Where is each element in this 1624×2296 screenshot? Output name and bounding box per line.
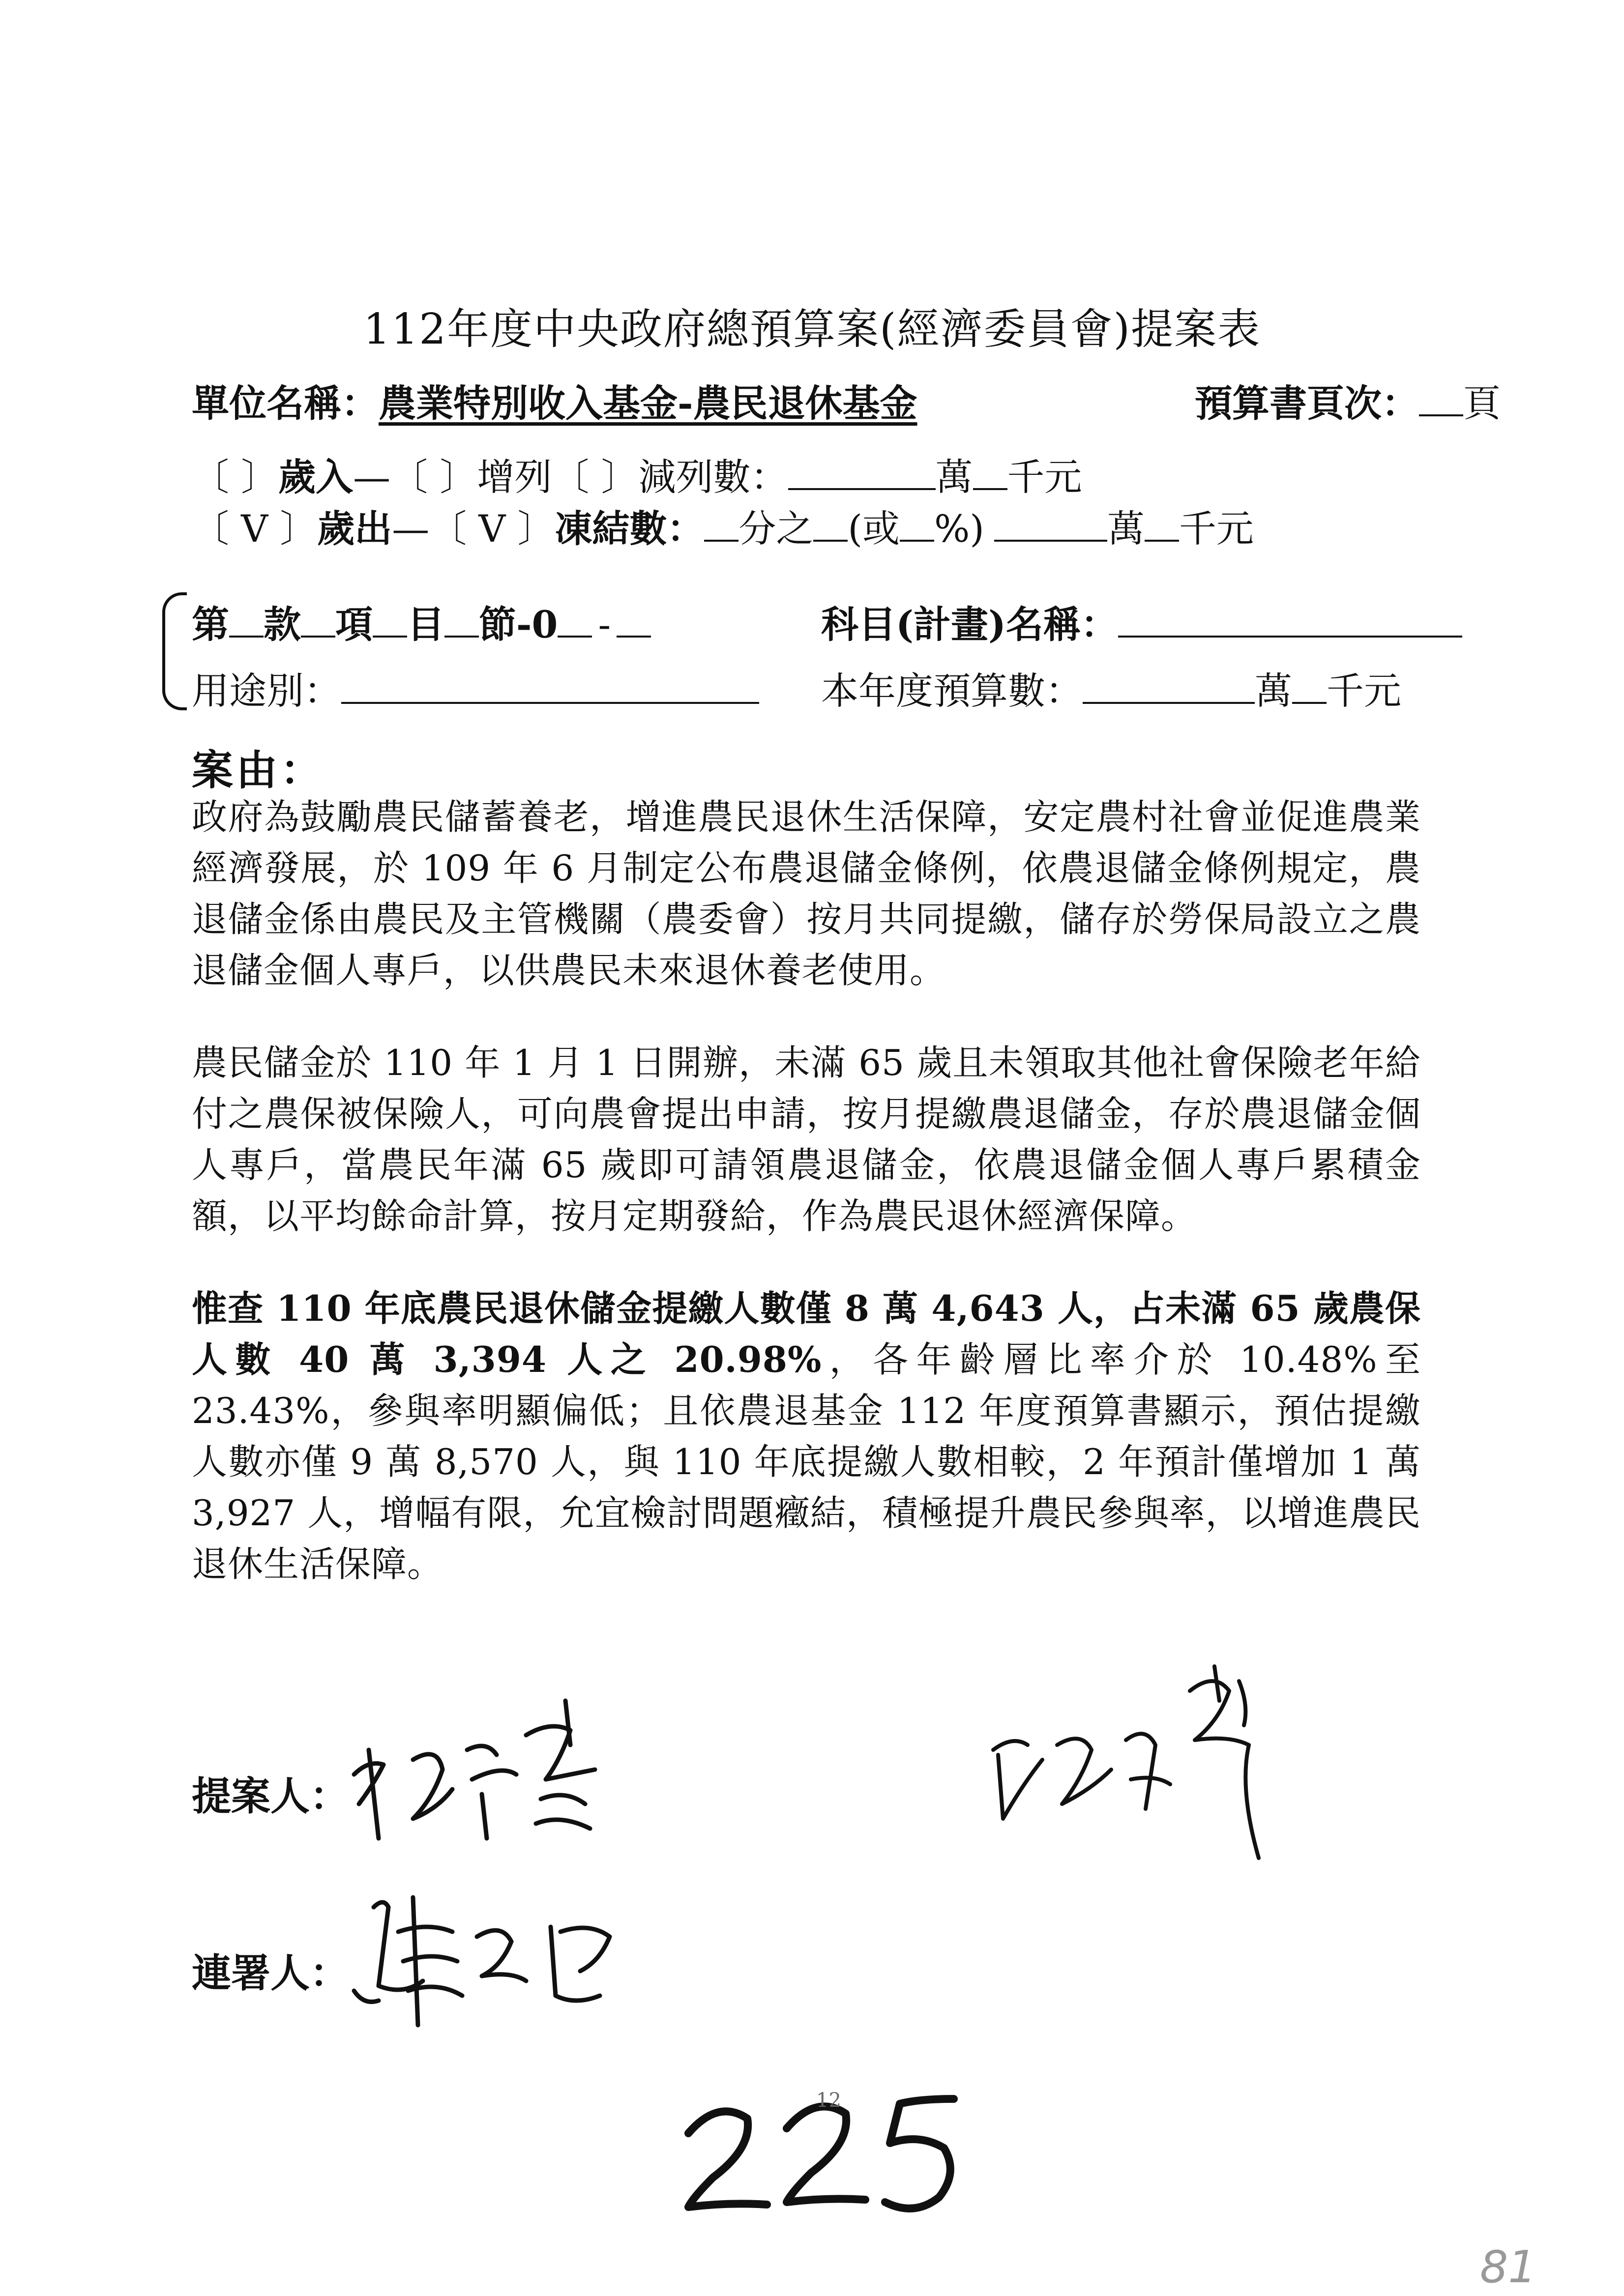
unit-label: 單位名稱： [192,381,379,425]
unit-name-row [192,374,917,427]
reason-heading: 案由： [192,746,325,794]
freeze-huo: (或 [848,507,900,551]
expense-qian-blank [1145,504,1179,542]
paragraph-3-bold: 惟查 110 年底農民退休儲金提繳人數僅 8 萬 4,643 人，占未滿 65 歲農保人數 40 萬 3,394 人之 20.98% [192,1287,1421,1380]
budget-amount-blank [1083,667,1255,704]
expense-qian: 千元 [1179,507,1254,551]
revenue-line [192,447,1082,501]
jie-sub2-blank [617,600,651,638]
paragraph-3 [192,1283,1421,1590]
page-ref-row [1195,374,1501,427]
section-line [192,595,651,648]
xiang-blank [301,600,335,638]
document-title: 112年度中央政府總預算案(經濟委員會)提案表 [363,305,1261,354]
budget-qian-blank [1292,667,1327,704]
revenue-qian: 千元 [1007,455,1082,499]
printed-page-number: 12 [816,2089,841,2112]
revenue-text: —〔 〕增列〔 〕減列數： [353,455,788,499]
freeze-pct-blank [900,504,934,542]
section-di: 第 [192,603,229,646]
revenue-label: 歲入 [278,455,354,499]
usage-blank [341,667,759,704]
budget-line [821,661,1401,715]
proposer-signature [339,1691,615,1868]
usage-line [192,661,759,715]
kuan-blank [229,600,264,638]
section-kuan: 款 [264,603,301,646]
freeze-denominator-blank [704,504,738,542]
page-ref-blank [1419,379,1463,416]
revenue-qian-blank [973,453,1007,490]
page-ref-suffix: 頁 [1463,381,1501,425]
freeze-label: 凍結數： [555,507,705,551]
paragraph-1: 政府為鼓勵農民儲蓄養老，增進農民退休生活保障，安定農村社會並促進農業經濟發展，於 109 年 6 月制定公布農退儲金條例，依農退儲金條例規定，農退儲金係由農民及主管機關（農委會）按月共同提繳，儲存於勞保局設立之農退儲金個人專戶，以供農民未來退休養老使用。 [192,796,1421,991]
freeze-amount-blank [994,504,1107,542]
jie-sub-blank [558,600,592,638]
section-mu: 目 [407,603,444,646]
revenue-checkbox: 〔 〕 [192,455,279,499]
budget-label: 本年度預算數： [821,669,1083,713]
cosigner-label: 連署人： [192,1950,349,1996]
usage-label: 用途別： [192,669,341,713]
handwritten-page-number [674,2079,978,2229]
expense-line [192,499,1254,552]
subject-label: 科目(計畫)名稱： [821,603,1118,646]
section-jie: 節-0 [479,603,558,646]
section-dash: - [598,603,611,646]
page-ref-label: 預算書頁次： [1195,381,1419,425]
unit-name: 農業特別收入基金-農民退休基金 [379,381,917,425]
revenue-wan: 萬 [935,455,973,499]
handwritten-page-text [978,2079,979,2080]
section-xiang: 項 [335,603,373,646]
jie-blank [444,600,479,638]
expense-checkbox: 〔 V 〕 [192,507,318,551]
budget-qian: 千元 [1327,669,1401,713]
cosigner-signature [344,1878,639,2035]
corner-mark: 81 [1480,2241,1536,2293]
paragraph-2: 農民儲金於 110 年 1 月 1 日開辦，未滿 65 歲且未領取其他社會保險老年給付之農保被保險人，可向農會提出申請，按月提繳農退儲金，存於農退儲金個人專戶，當農民年滿 65 歲即可請領農退儲金，依農退儲金個人專戶累積金額，以平均餘命計算，按月定期發給，作為農民退休經濟保障。 [192,1042,1421,1237]
expense-wan: 萬 [1107,507,1145,551]
subject-line [821,595,1462,648]
freeze-fen: 分之 [738,507,814,551]
budget-wan: 萬 [1255,669,1292,713]
proposer-label: 提案人： [192,1773,349,1819]
freeze-numerator-blank [813,504,848,542]
expense-label: 歲出 [317,507,392,551]
revenue-amount-blank [788,453,936,490]
paragraph-3-rest: ，各年齡層比率介於 10.48%至 23.43%，參與率明顯偏低；且依農退基金 112 年度預算書顯示，預估提繳人數亦僅 9 萬 8,570 人，與 110 年底提繳人數相較，2 年預計僅增加 1 萬 3,927 人，增幅有限，允宜檢討問題癥結，積極提升農民參與率，以增進農民退休生活保障。 [192,1339,1421,1585]
freeze-pct: %) [934,507,984,551]
mu-blank [373,600,407,638]
section-bracket [162,592,187,710]
subject-blank [1118,600,1462,638]
proposer-signature-2 [983,1661,1288,1868]
freeze-checkbox: —〔 V 〕 [392,507,555,551]
